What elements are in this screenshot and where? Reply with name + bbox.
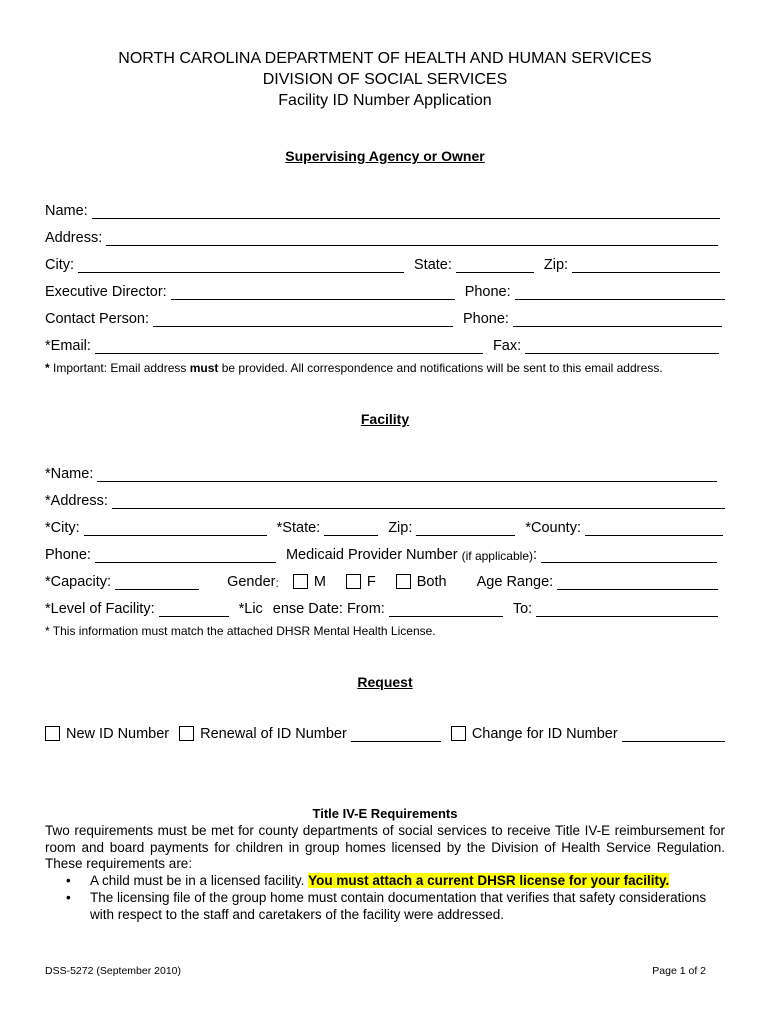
agency-fax-label: Fax: [492,338,522,354]
facility-city-row [45,516,725,536]
director-phone-label: Phone: [464,284,511,300]
license-note: * This information must match the attached DHSR Mental Health License. [45,624,436,638]
gender-m-label: M [313,574,326,590]
medicaid-colon: : [533,547,538,563]
new-id-checkbox[interactable] [45,726,60,741]
request-row [45,726,725,742]
agency-email-field[interactable] [95,339,483,354]
change-id-label: Change for ID Number [471,726,618,742]
capacity-label: *Capacity: [45,574,112,590]
facility-zip-field[interactable] [416,521,515,536]
facility-county-label: *County: [525,520,581,536]
gender-both-checkbox[interactable] [396,574,411,589]
facility-section-heading: Facility [360,411,410,427]
facility-level-row [45,597,725,617]
agency-city-row [45,253,725,273]
license-lic-label: *Lic [238,601,263,617]
change-id-field[interactable] [622,727,725,742]
agency-zip-label: Zip: [543,257,569,273]
gender-m-checkbox[interactable] [293,574,308,589]
agency-email-label: *Email: [45,338,91,354]
page-number: Page 1 of 2 [652,965,706,977]
department-title: NORTH CAROLINA DEPARTMENT OF HEALTH AND HUMAN SERVICES [118,50,652,67]
agency-contact-row [45,307,725,327]
medicaid-field[interactable] [541,548,717,563]
change-id-checkbox[interactable] [451,726,466,741]
facility-city-field[interactable] [84,521,267,536]
contact-phone-field[interactable] [513,312,722,327]
age-range-field[interactable] [557,575,718,590]
contact-phone-label: Phone: [462,311,509,327]
title4-bullet-1 [66,873,726,890]
facility-name-field[interactable] [97,467,717,482]
division-title: DIVISION OF SOCIAL SERVICES [262,71,508,88]
facility-phone-label: Phone: [45,547,91,563]
license-from-field[interactable] [389,602,503,617]
facility-address-field[interactable] [112,494,725,509]
facility-address-label: *Address: [45,493,108,509]
agency-email-row [45,334,725,354]
agency-city-field[interactable] [78,258,404,273]
facility-state-field[interactable] [324,521,378,536]
email-note-text-a: Important: Email address [49,361,190,375]
bullet-dot: • [66,873,71,888]
facility-city-label: *City: [45,520,80,536]
agency-state-label: State: [414,257,452,273]
age-range-label: Age Range: [476,574,554,590]
facility-name-label: *Name: [45,466,94,482]
gender-f-label: F [366,574,376,590]
executive-director-field[interactable] [171,285,455,300]
level-label: *Level of Facility: [45,601,155,617]
medicaid-note: (if applicable) [461,549,533,563]
renewal-id-checkbox[interactable] [179,726,194,741]
agency-zip-field[interactable] [572,258,720,273]
license-highlight: You must attach a current DHSR license for your facility. [308,873,670,888]
title4-heading: Title IV-E Requirements [312,806,458,821]
capacity-field[interactable] [115,575,199,590]
level-field[interactable] [159,602,229,617]
gender-label: Gender [227,574,276,590]
agency-fax-field[interactable] [525,339,719,354]
facility-address-row [45,489,725,509]
title4-bullet-2 [66,890,726,923]
bullet-dot: • [66,890,71,905]
facility-name-row [45,462,725,482]
gender-colon: : [275,576,279,590]
agency-address-row [45,226,725,246]
email-note-text-b: be provided. All correspondence and notifications will be sent to this email address. [218,361,663,375]
medicaid-label: Medicaid Provider Number [285,547,458,563]
agency-name-field[interactable] [92,204,720,219]
license-to-label: To: [512,601,533,617]
email-note-star: * [45,361,50,375]
agency-name-row [45,199,725,219]
director-phone-field[interactable] [515,285,725,300]
agency-address-field[interactable] [106,231,718,246]
license-to-field[interactable] [536,602,718,617]
agency-section-heading: Supervising Agency or Owner [285,148,485,164]
gender-both-label: Both [416,574,447,590]
executive-director-label: Executive Director: [45,284,167,300]
facility-state-label: *State: [276,520,321,536]
facility-zip-label: Zip: [388,520,413,536]
renewal-id-label: Renewal of ID Number [200,726,347,742]
contact-person-field[interactable] [153,312,453,327]
form-number: DSS-5272 (September 2010) [45,965,181,977]
bullet-1-text: A child must be in a licensed facility. [90,873,309,888]
agency-city-label: City: [45,257,74,273]
facility-county-field[interactable] [585,521,723,536]
agency-name-label: Name: [45,203,88,219]
email-note-must: must [189,361,219,375]
contact-person-label: Contact Person: [45,311,149,327]
facility-phone-row [45,543,725,563]
bullet-2-text: The licensing file of the group home must contain documentation that verifies that safety considerations with respect to the staff and caretakers of the facility were addressed. [90,890,707,922]
facility-capacity-row [45,570,725,590]
agency-address-label: Address: [45,230,103,246]
email-note [45,361,663,375]
new-id-label: New ID Number [66,726,170,742]
title4-paragraph: Two requirements must be met for county departments of social services to receive Title IV-E reimbursement for room and board payments for children in group homes licensed by the Division of Health Service Regulation. These requirements are: [45,823,725,871]
renewal-id-field[interactable] [351,727,441,742]
facility-phone-field[interactable] [95,548,276,563]
form-title: Facility ID Number Application [278,92,492,109]
agency-state-field[interactable] [456,258,534,273]
request-section-heading: Request [357,674,413,690]
gender-f-checkbox[interactable] [346,574,361,589]
license-date-label: ense Date: From: [272,601,385,617]
agency-director-row [45,280,725,300]
